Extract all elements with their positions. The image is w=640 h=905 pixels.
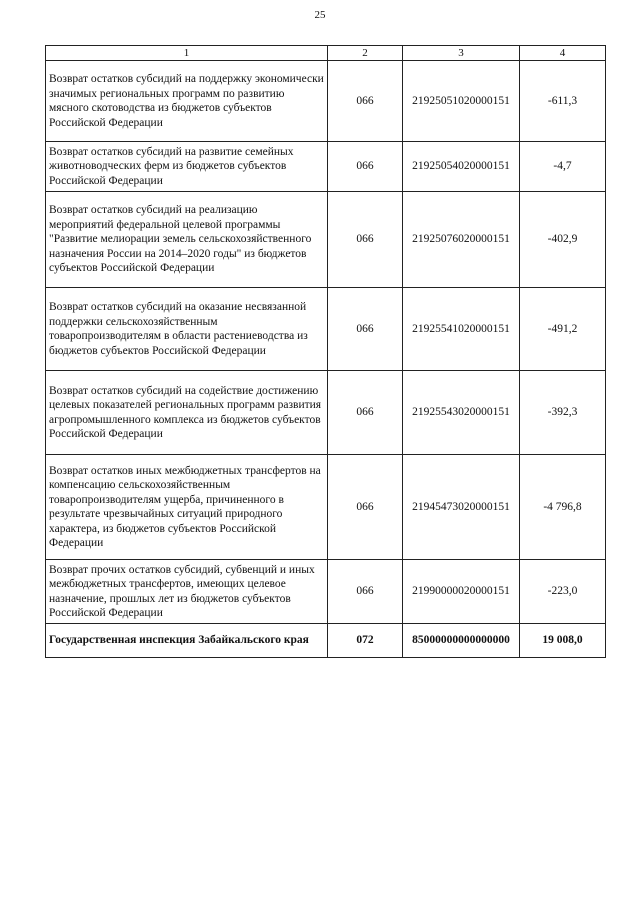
table-row xyxy=(46,560,606,624)
row-admin-code: 066 xyxy=(328,192,403,288)
row-description: Возврат прочих остатков субсидий, субвенций и иных межбюджетных трансфертов, имеющих целевое назначение, прошлых лет из бюджетов субъектов Российской Федерации xyxy=(46,560,328,624)
row-kbk: 21925076020000151 xyxy=(403,192,520,288)
row-kbk: 21925541020000151 xyxy=(403,288,520,371)
row-description: Возврат остатков субсидий на поддержку экономически значимых региональных программ по развитию мясного скотоводства из бюджетов субъектов Российской Федерации xyxy=(46,61,328,142)
row-amount: -4 796,8 xyxy=(520,455,606,560)
row-kbk: 21925051020000151 xyxy=(403,61,520,142)
table-row xyxy=(46,371,606,455)
row-amount: -491,2 xyxy=(520,288,606,371)
row-admin-code: 066 xyxy=(328,288,403,371)
total-row xyxy=(46,624,606,658)
column-header-2: 2 xyxy=(328,46,403,61)
table-row xyxy=(46,142,606,192)
budget-table xyxy=(45,45,606,658)
total-admin-code: 072 xyxy=(328,624,403,658)
row-amount: -4,7 xyxy=(520,142,606,192)
row-amount: -392,3 xyxy=(520,371,606,455)
row-admin-code: 066 xyxy=(328,61,403,142)
total-amount: 19 008,0 xyxy=(520,624,606,658)
page-number: 25 xyxy=(314,9,326,21)
total-kbk: 85000000000000000 xyxy=(403,624,520,658)
row-kbk: 21990000020000151 xyxy=(403,560,520,624)
column-header-1: 1 xyxy=(46,46,328,61)
row-description: Возврат остатков субсидий на развитие семейных животноводческих ферм из бюджетов субъектов Российской Федерации xyxy=(46,142,328,192)
column-header-4: 4 xyxy=(520,46,606,61)
row-amount: -611,3 xyxy=(520,61,606,142)
table-row xyxy=(46,192,606,288)
row-admin-code: 066 xyxy=(328,371,403,455)
row-amount: -223,0 xyxy=(520,560,606,624)
row-description: Возврат остатков иных межбюджетных трансфертов на компенсацию сельскохозяйственным товаропроизводителям ущерба, причиненного в результате чрезвычайных ситуаций природного характера, из бюджетов субъектов Российской Федерации xyxy=(46,455,328,560)
row-description: Возврат остатков субсидий на реализацию мероприятий федеральной целевой программы "Развитие мелиорации земель сельскохозяйственного назначения России на 2014–2020 годы" из бюджетов субъектов Российской Федерации xyxy=(46,192,328,288)
row-kbk: 21945473020000151 xyxy=(403,455,520,560)
row-kbk: 21925543020000151 xyxy=(403,371,520,455)
row-admin-code: 066 xyxy=(328,142,403,192)
table-row xyxy=(46,288,606,371)
row-admin-code: 066 xyxy=(328,560,403,624)
column-header-3: 3 xyxy=(403,46,520,61)
row-description: Возврат остатков субсидий на оказание несвязанной поддержки сельскохозяйственным товаропроизводителям в области растениеводства из бюджетов субъектов Российской Федерации xyxy=(46,288,328,371)
table-row xyxy=(46,455,606,560)
row-kbk: 21925054020000151 xyxy=(403,142,520,192)
table-header-row xyxy=(46,46,606,61)
row-description: Возврат остатков субсидий на содействие достижению целевых показателей региональных программ развития агропромышленного комплекса из бюджетов субъектов Российской Федерации xyxy=(46,371,328,455)
table-row xyxy=(46,61,606,142)
row-admin-code: 066 xyxy=(328,455,403,560)
total-description: Государственная инспекция Забайкальского края xyxy=(46,624,328,658)
row-amount: -402,9 xyxy=(520,192,606,288)
